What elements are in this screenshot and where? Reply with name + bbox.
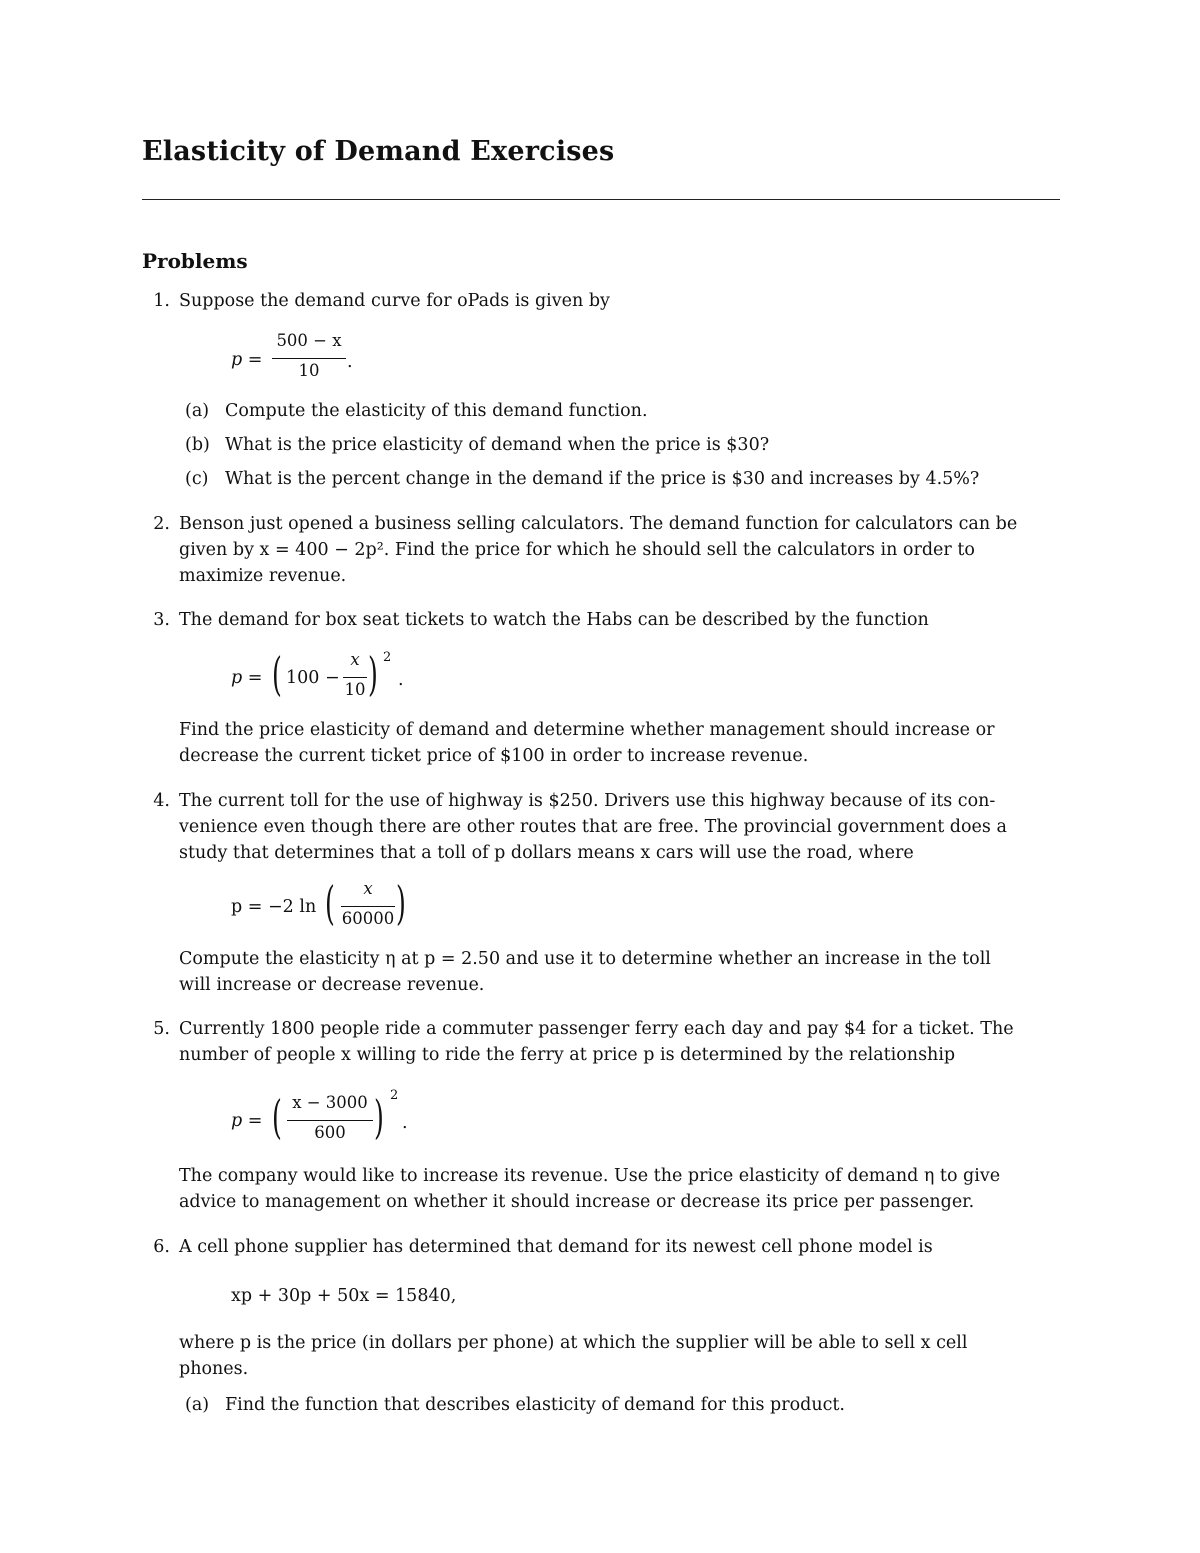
fraction-denominator: 600 (314, 1123, 346, 1142)
equation: xp + 30p + 50x = 15840, (231, 1286, 457, 1306)
problem-text-line: venience even though there are other routes that are free. The provincial government does a (179, 817, 1007, 837)
fraction-numerator: x (350, 650, 360, 669)
problem-text-line: Compute the elasticity η at p = 2.50 and use it to determine whether an increase in the toll (179, 949, 991, 969)
problem-text-line: Benson just opened a business selling calculators. The demand function for calculators can be (179, 514, 1018, 534)
problem-text-line: study that determines that a toll of p dollars means x cars will use the road, where (179, 843, 914, 863)
part-text: What is the price elasticity of demand when the price is $30? (225, 435, 770, 455)
right-paren: ) (396, 876, 406, 930)
equation-inner: 100 − (286, 668, 340, 688)
fraction-bar (272, 358, 346, 359)
problem-text-line: A cell phone supplier has determined that demand for its newest cell phone model is (179, 1237, 933, 1257)
fraction-numerator: x − 3000 (292, 1093, 368, 1112)
exponent: 2 (383, 650, 392, 665)
part-label: (c) (185, 469, 209, 489)
right-paren: ) (368, 647, 378, 701)
problem-number: 5. (153, 1019, 170, 1039)
fraction-denominator: 10 (298, 361, 320, 380)
problem-number: 3. (153, 610, 170, 630)
fraction-numerator: 500 − x (276, 331, 342, 350)
left-paren: ( (325, 876, 335, 930)
title-rule (142, 199, 1060, 200)
problem-text-line: Find the price elasticity of demand and determine whether management should increase or (179, 720, 995, 740)
problem-text-line: Suppose the demand curve for oPads is given by (179, 291, 610, 311)
problem-text-line: advice to management on whether it should increase or decrease its price per passenger. (179, 1192, 975, 1212)
problem-number: 1. (153, 291, 170, 311)
left-paren: ( (272, 647, 282, 701)
fraction-bar (343, 677, 367, 678)
equation-lhs: p = (231, 1111, 263, 1131)
problem-text-line: where p is the price (in dollars per phone) at which the supplier will be able to sell x cell (179, 1333, 968, 1353)
left-paren: ( (272, 1090, 282, 1144)
equation-lhs: p = (231, 350, 263, 370)
fraction-denominator: 10 (344, 680, 366, 699)
equation-lhs: p = −2 ln (231, 897, 317, 917)
fraction-denominator: 60000 (341, 909, 395, 928)
equation-tail: . (347, 352, 353, 372)
part-label: (b) (185, 435, 210, 455)
problem-text-line: phones. (179, 1359, 249, 1379)
fraction-bar (341, 906, 395, 907)
right-paren: ) (374, 1090, 384, 1144)
problem-text-line: maximize revenue. (179, 566, 347, 586)
problem-text-line: number of people x willing to ride the ferry at price p is determined by the relationship (179, 1045, 956, 1065)
exponent: 2 (390, 1088, 399, 1103)
fraction-bar (287, 1120, 373, 1121)
part-text: Find the function that describes elasticity of demand for this product. (225, 1395, 845, 1415)
section-heading: Problems (142, 249, 248, 273)
part-text: What is the percent change in the demand if the price is $30 and increases by 4.5%? (225, 469, 980, 489)
problem-number: 2. (153, 514, 170, 534)
equation-tail: . (402, 1113, 408, 1133)
equation-tail: . (398, 670, 404, 690)
page-title: Elasticity of Demand Exercises (142, 136, 615, 167)
equation-lhs: p = (231, 668, 263, 688)
problem-number: 4. (153, 791, 170, 811)
part-label: (a) (185, 401, 210, 421)
problem-text-line: Currently 1800 people ride a commuter passenger ferry each day and pay $4 for a ticket. The (179, 1019, 1014, 1039)
problem-text-line: will increase or decrease revenue. (179, 975, 485, 995)
part-text: Compute the elasticity of this demand function. (225, 401, 648, 421)
problem-text-line: given by x = 400 − 2p². Find the price for which he should sell the calculators in order to (179, 540, 975, 560)
problem-text-line: The company would like to increase its revenue. Use the price elasticity of demand η to give (179, 1166, 1001, 1186)
problem-text-line: decrease the current ticket price of $100 in order to increase revenue. (179, 746, 809, 766)
problem-text-line: The current toll for the use of highway is $250. Drivers use this highway because of its con- (179, 791, 996, 811)
problem-number: 6. (153, 1237, 170, 1257)
problem-text-line: The demand for box seat tickets to watch the Habs can be described by the function (179, 610, 929, 630)
part-label: (a) (185, 1395, 210, 1415)
fraction-numerator: x (363, 879, 373, 898)
